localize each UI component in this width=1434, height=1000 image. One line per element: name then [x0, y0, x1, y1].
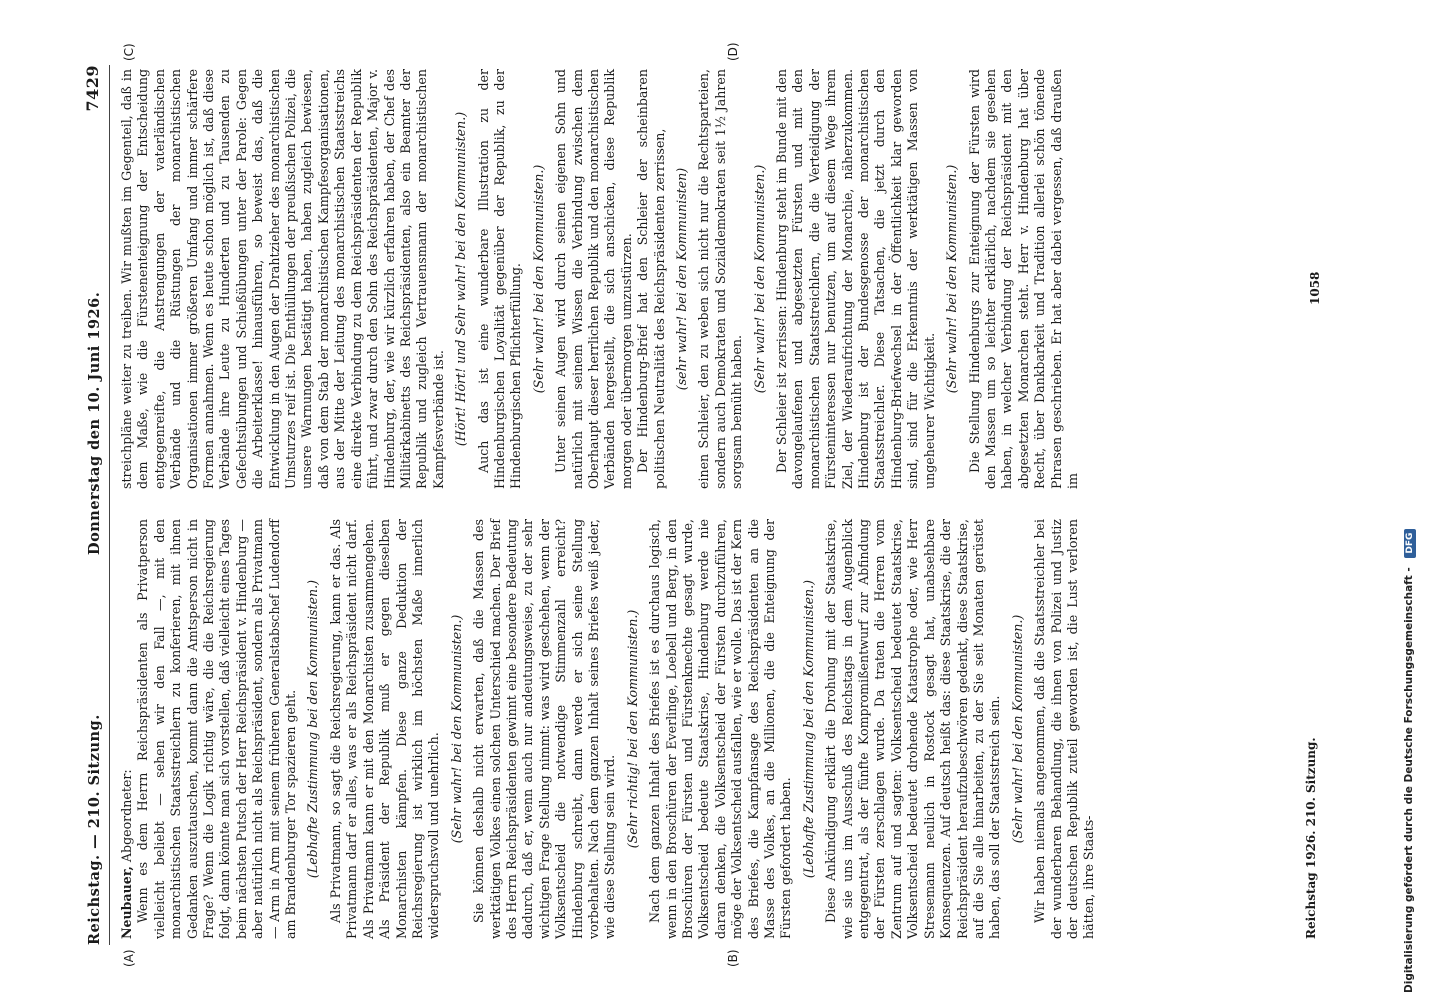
paragraph: Wenn es dem Herrn Reichspräsidenten als Privatperson vielleicht beliebt — sehen wir den Fall —, mit den monarchistischen Staatsstreichlern zu konferieren, mit ihnen Gedanken auszutauschen, kommt dann die Amtsperson nicht in Frage? Wenn die Logik richtig wäre, die die Reichsregierung folgt, dann könnte man sich vorstellen, daß vielleicht eines Tages beim nächsten Putsch der Herr Reichspräsident v. Hindenburg — aber natürlich nicht als Reichspräsident, sondern als Privatmann — Arm in Arm mit seinem früheren Generalstabschef Ludendorff am Brandenburger Tor spazieren geht. — [135, 519, 299, 939]
interjection: (Sehr wahr! bei den Kommunisten.) — [1009, 614, 1025, 844]
interjection: (Lebhafte Zustimmung bei den Kommunisten.) — [800, 579, 816, 879]
margin-mark-b: (B) — [726, 949, 740, 967]
paragraph: Diese Ankündigung erklärt die Drohung mit der Staatskrise, wie sie uns im Ausschuß des Reichstags in dem Augenblick entgegentrat, als der fünfte Kompromißentwurf zur Abfindung der Fürsten zerschlagen wurde. Da traten die Herren vom Zentrum auf und sagten: Volksentscheid bedeutet Staatskrise, Volksentscheid bedeutet drohende Katastrophe oder, wie Herr Stresemann neulich in Rostock gesagt hat, unabsehbare Konsequenzen. Auf deutsch heißt das: diese Staatskrise, die der Reichspräsident heraufzubeschwören gedenkt, diese Staatskrise, auf die Sie alle hinarbeiten, zu der Sie seit Monaten gerüstet haben, das soll der Staatsstreich sein. — [823, 519, 1003, 939]
header-center: Donnerstag den 10. Juni 1926. — [86, 291, 103, 555]
paragraph: Der Schleier ist zerrissen: Hindenburg steht im Bunde mit den davongelaufenen und abgesetzten Fürsten und mit den monarchistischen Staatsstreichlern, die die Verteidigung der Fürsteninteressen nur benutzen, um auf diesem Wege ihrem Ziel, der Wiederaufrichtung der Monarchie, näherzukommen. Hindenburg ist der Bundesgenosse der monarchistischen Staatsstreichler. Diese Tatsachen, die jetzt durch den Hindenburg-Briefwechsel in der Öffentlichkeit klar geworden sind, sind für die Erkenntnis der werktätigen Massen von ungeheurer Wichtigkeit. — [774, 69, 937, 489]
right-column — [119, 69, 1081, 489]
paragraph: Wir haben niemals angenommen, daß die Staatsstreichler bei der wunderbaren Behandlung, die ihnen von Polizei und Justiz der deutschen Republik zuteil geworden ist, die Lust verloren hätten, ihre Staats- — [1032, 519, 1097, 939]
paragraph: Auch das ist eine wunderbare Illustration zu der Hindenburgischen Loyalität gegenüber der Republik, zu der Hindenburgischen Pflichterfüllung. — [475, 69, 524, 489]
paragraph: streichpläne weiter zu treiben. Wir mußten im Gegenteil, daß in dem Maße, wie die Fürstenenteignung der Entscheidung entgegenreifte, die Anstrengungen der vaterländischen Verbände und die Rüstungen der monarchistischen Organisationen immer größeren Umfang und immer schärfere Formen annahmen. Wenn es heute schon möglich ist, daß diese Verbände ihre Leute zu Hunderten und zu Tausenden zu Gefechtsübungen und Schießübungen unter der Parole: Gegen die Arbeiterklasse! hinausführen, so beweist das, daß die Entwicklung in den Augen der Drahtzieher des monarchistischen Umsturzes reif ist. Die Enthüllungen der preußischen Polizei, die unsere Warnungen bestätigt haben, haben zugleich bewiesen, daß von dem Stab der monarchistischen Kampfesorganisationen, aus der Mitte der Leitung des monarchistischen Staatsstreichs eine direkte Verbindung zu dem Reichspräsidenten der Republik führt, und zwar durch den Sohn des Reichspräsidenten, Major v. Hindenburg, der, wie wir kürzlich erfahren haben, der Chef des Militärkabinetts des Reichspräsidenten, also ein Beamter der Republik und zugleich Vertrauensmann der monarchistischen Kampfesverbände ist. — [119, 69, 446, 489]
left-column — [119, 519, 1098, 939]
interjection: (Lebhafte Zustimmung bei den Kommunisten.) — [305, 579, 321, 879]
footer-left: Reichstag 1926. 210. Sitzung. — [1304, 737, 1318, 939]
credit-text: Digitalisierung gefördert durch die Deutsche Forschungsgemeinschaft - — [1403, 567, 1415, 993]
margin-mark-a: (A) — [122, 949, 136, 967]
rotated-scan — [83, 42, 1335, 967]
speaker-role: Abgeordneter: — [119, 769, 134, 867]
page-header — [85, 65, 111, 945]
header-left: Reichstag. — 210. Sitzung. — [86, 714, 103, 945]
paragraph: einen Schleier, den zu weben sich nicht nur die Rechtsparteien, sondern auch Demokraten und Sozialdemokraten seit 1½ Jahren sorgsam bemüht haben. — [696, 69, 745, 489]
paragraph: Sie können deshalb nicht erwarten, daß die Massen des werktätigen Volkes einen solchen Unterschied machen. Der Brief des Herrn Reichspräsidenten gewinnt eine besondere Bedeutung dadurch, daß er, wenn auch nur andeutungsweise, zu der sehr wichtigen Frage Stellung nimmt: was wird geschehen, wenn der Volksentscheid die notwendige Stimmenzahl erreicht? Hindenburg schreibt, dann werde er sich seine Stellung vorbehalten. Nach dem ganzen Inhalt seines Briefes weiß jeder, wie diese Stellung sein wird. — [471, 519, 618, 939]
interjection: (sehr wahr! bei den Kommunisten) — [674, 167, 689, 391]
page-number: 7429 — [83, 65, 102, 112]
paragraph: Die Stellung Hindenburgs zur Enteignung der Fürsten wird den Massen um so leichter erklärlich, nachdem sie gesehen haben, in welcher Verbindung der Reichspräsident mit den abgesetzten Monarchen steht. Herr v. Hindenburg hat über Recht, über Dankbarkeit und Tradition allerlei schön tönende Phrasen geschrieben. Er hat aber dabei vergessen, daß draußen im — [966, 69, 1080, 489]
margin-mark-c: (C) — [122, 43, 136, 61]
paragraph: Nach dem ganzen Inhalt des Briefes ist es durchaus logisch, wenn in den Broschüren der Everlinge, Loebell und Berg, in den Broschüren der Fürsten und Fürstenknechte gesagt wurde, Volksentscheid bedeute Staatskrise, Hindenburg werde nie daran denken, die Volksentscheid der Fürsten durchzuführen, möge der Volksentscheid ausfallen, wie er wolle. Das ist der Kern des Briefes, die Kampfansage des Reichspräsidenten an die Masse des Volkes, an die Millionen, die die Enteignung der Fürsten gefordert haben. — [647, 519, 794, 939]
interjection: (Sehr wahr! bei den Kommunisten.) — [530, 164, 546, 394]
speaker-line — [119, 519, 135, 939]
paragraph: Als Privatmann, so sagt die Reichsregierung, kann er das. Als Privatmann darf er alles, was er als Reichspräsident nicht darf. Als Privatmann kann er mit den Monarchisten zusammengehen. Als Präsident der Republik muß er gegen dieselben Monarchisten kämpfen. Diese ganze Deduktion der Reichsregierung ist wirklich im höchsten Maße innerlich widerspruchsvoll und unehrlich. — [327, 519, 442, 939]
interjection: (Sehr wahr! bei den Kommunisten.) — [751, 164, 767, 394]
paragraph: Der Hindenburg-Brief hat den Schleier der scheinbaren politischen Neutralität des Reichspräsidenten zerrissen, — [635, 69, 667, 489]
interjection: (Sehr wahr! bei den Kommunisten.) — [944, 164, 960, 394]
dfg-logo: DFG — [1404, 529, 1416, 558]
interjection: (Sehr richtig! bei den Kommunisten.) — [624, 609, 640, 849]
paragraph: Unter seinen Augen wird durch seinen eigenen Sohn und natürlich mit seinem Wissen die Verbindung zwischen dem Oberhaupt dieser herrlichen Republik und den monarchistischen Verbänden hergestellt, die sich anschicken, diese Republik morgen oder übermorgen umzustürzen. — [553, 69, 634, 489]
margin-mark-d: (D) — [726, 42, 740, 61]
speaker-name: Neubauer, — [119, 866, 134, 939]
footer-page-number: 1058 — [1308, 271, 1322, 305]
interjection: (Hört! Hört! und Sehr wahr! bei den Kommunisten.) — [453, 111, 469, 447]
header-rule — [109, 65, 110, 945]
digitization-credit — [1402, 8, 1432, 993]
interjection: (Sehr wahr! bei den Kommunisten.) — [448, 614, 464, 844]
